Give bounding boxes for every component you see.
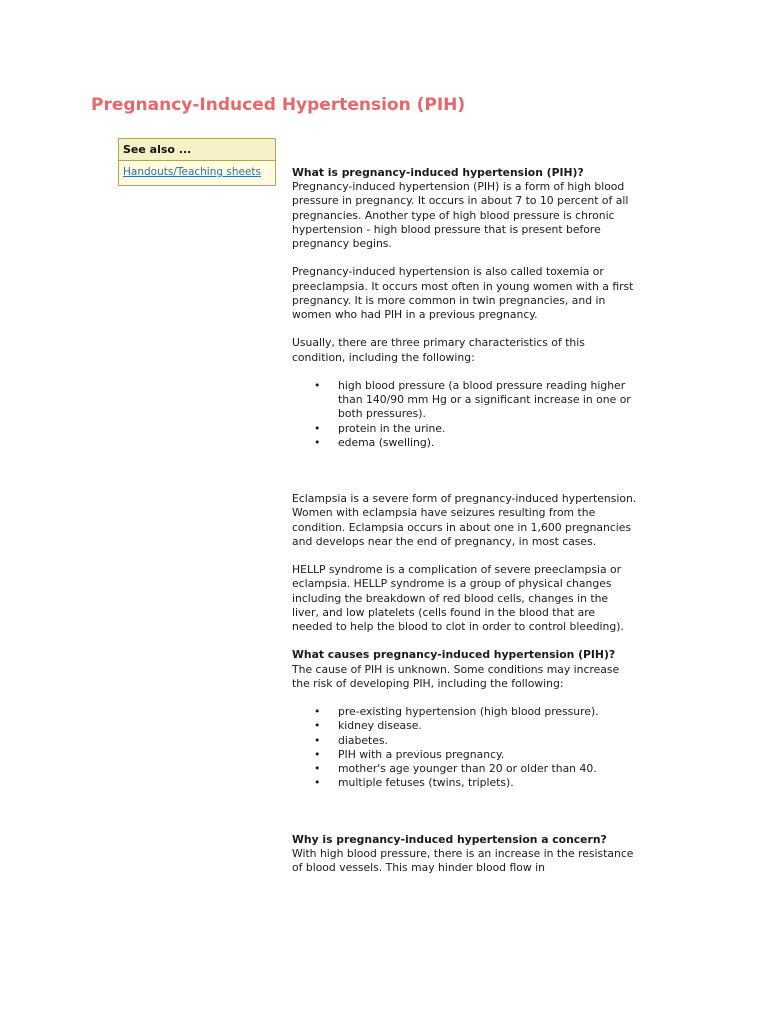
paragraph: HELLP syndrome is a complication of severe preeclampsia or eclampsia. HELLP syndrome is a group of physical changes including the breakdown of red blood cells, changes in the liver, and low platelets (cells found in the blood that are needed to help the blood to clot in order to control bleeding). xyxy=(292,563,624,634)
section-heading-concern: Why is pregnancy-induced hypertension a concern? xyxy=(292,832,607,846)
list-item: • multiple fetuses (twins, triplets). xyxy=(338,776,637,790)
list-item: • high blood pressure (a blood pressure reading higher than 140/90 mm Hg or a significant increase in one or both pressures). xyxy=(338,379,637,422)
list-item: • kidney disease. xyxy=(338,719,637,733)
list-item: • diabetes. xyxy=(338,734,637,748)
paragraph: Pregnancy-induced hypertension (PIH) is a form of high blood pressure in pregnancy. It occurs in about 7 to 10 percent of all pregnancies. Another type of high blood pressure is chronic hypertension - high blood pressure that is present before pregnancy begins. xyxy=(292,180,629,251)
paragraph: Usually, there are three primary characteristics of this condition, including the following: xyxy=(292,336,585,364)
paragraph: The cause of PIH is unknown. Some conditions may increase the risk of developing PIH, including the following: xyxy=(292,662,620,690)
article-content xyxy=(292,166,637,889)
paragraph: Eclampsia is a severe form of pregnancy-induced hypertension. Women with eclampsia have seizures resulting from the condition. Eclampsia occurs in about one in 1,600 pregnancies and develops near the end of pregnancy, in most cases. xyxy=(292,492,637,548)
see-also-box xyxy=(118,138,276,186)
list-item: • protein in the urine. xyxy=(338,422,637,436)
handouts-teaching-sheets-link[interactable]: Handouts/Teaching sheets xyxy=(123,166,262,178)
page-title: Pregnancy-Induced Hypertension (PIH) xyxy=(91,95,466,115)
paragraph: Pregnancy-induced hypertension is also called toxemia or preeclampsia. It occurs most often in young women with a first pregnancy. It is more common in twin pregnancies, and in women who had PIH in a previous pregnancy. xyxy=(292,265,634,322)
section-heading-what-is: What is pregnancy-induced hypertension (PIH)? xyxy=(292,166,584,179)
see-also-header: See also ... xyxy=(119,139,275,161)
list-item: • PIH with a previous pregnancy. xyxy=(338,748,637,762)
spacer xyxy=(292,805,637,833)
list-item: • mother's age younger than 20 or older than 40. xyxy=(338,762,637,776)
list-item: • pre-existing hypertension (high blood pressure). xyxy=(338,705,637,719)
risk-factors-list xyxy=(292,705,637,790)
paragraph: With high blood pressure, there is an increase in the resistance of blood vessels. This may hinder blood flow in xyxy=(292,846,634,875)
list-item: • edema (swelling). xyxy=(338,436,637,450)
spacer xyxy=(292,464,637,492)
section-heading-causes: What causes pregnancy-induced hypertension (PIH)? xyxy=(292,648,616,662)
see-also-body xyxy=(119,161,275,185)
characteristics-list xyxy=(292,379,637,450)
